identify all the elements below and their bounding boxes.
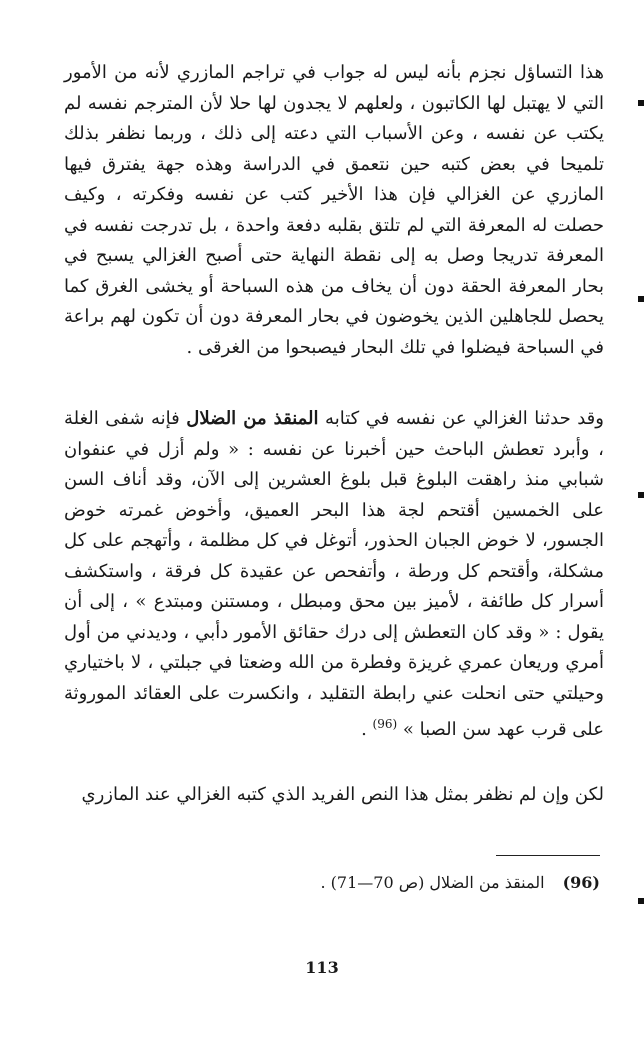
body-paragraph-2: [64, 404, 604, 746]
scan-edge-mark: [638, 492, 644, 498]
footnote-number: (96): [562, 873, 600, 892]
book-title: المنقذ من الضلال: [186, 408, 319, 429]
body-paragraph-3: لكن وإن لم نظفر بمثل هذا النص الفريد الذي كتبه الغزالي عند المازري: [81, 784, 604, 805]
body-paragraph-1: هذا التساؤل نجزم بأنه ليس له جواب في تراجم المازري لأنه من الأمور التي لا يهتبل لها الكاتبون ، ولعلهم لا يجدون لها حلا لأن المترجم نفسه لم يكتب عن نفسه ، وعن الأسباب التي دعته إلى ذلك ، وربما نظفر بذلك تلميحا في بعض كتبه حين نتعمق في الدراسة وهذه جهة يفترق فيها المازري عن الغزالي فإن هذا الأخير كتب عن نفسه وفكرته ، وكيف حصلت له المعرفة التي لم تلتق بقلبه دفعة واحدة ، بل تدرجت نفسه في المعرفة تدريجا وصل به إلى نقطة النهاية حتى أصبح الغزالي يسبح في بحار المعرفة الحقة دون أن يخاف من هذه السباحة أو يخشى الغرق كما يحصل للجاهلين الذين يخوضون في بحار المعرفة دون أن تكون لهم براعة في السباحة فيضلوا في تلك البحار فيصبحوا من الغرقى .: [64, 62, 604, 358]
scan-edge-mark: [638, 296, 644, 302]
paragraph-2-end: .: [361, 719, 373, 740]
page-number: 113: [305, 958, 339, 977]
footnote-text: المنقذ من الضلال (ص 70—71) .: [320, 873, 545, 892]
scan-edge-mark: [638, 100, 644, 106]
footnote: [64, 870, 600, 896]
footnote-divider: [496, 855, 600, 856]
scan-edge-mark: [638, 898, 644, 904]
footnote-reference[interactable]: (96): [372, 717, 398, 731]
paragraph-2-quotation: فإنه شفى الغلة ، وأبرد تعطش الباحث حين أخبرنا عن نفسه : « ولم أزل في عنفوان شبابي منذ راهقت البلوغ قبل بلوغ العشرين إلى الآن، وقد أناف السن على الخمسين أقتحم لجة هذا البحر العميق، وأخوض غمرته خوض الجسور، لا خوض الجبان الحذور، أتوغل في كل مظلمة ، وأتهجم على كل مشكلة، وأقتحم كل ورطة ، وأتفحص عن عقيدة كل فرقة ، واستكشف أسرار كل طائفة ، لأميز بين محق ومبطل ، ومستنن ومبتدع » ، إلى أن يقول : « وقد كان التعطش إلى درك حقائق الأمور دأبي ، وديدني من أول أمري وريعان عمري غريزة وفطرة من الله وضعتا في جبلتي ، لا باختياري وحيلتي حتى انحلت عني رابطة التقليد ، وانكسرت على العقائد الموروثة على قرب عهد سن الصبا »: [64, 408, 604, 740]
paragraph-2-opening: وقد حدثنا الغزالي عن نفسه في كتابه: [325, 408, 604, 429]
